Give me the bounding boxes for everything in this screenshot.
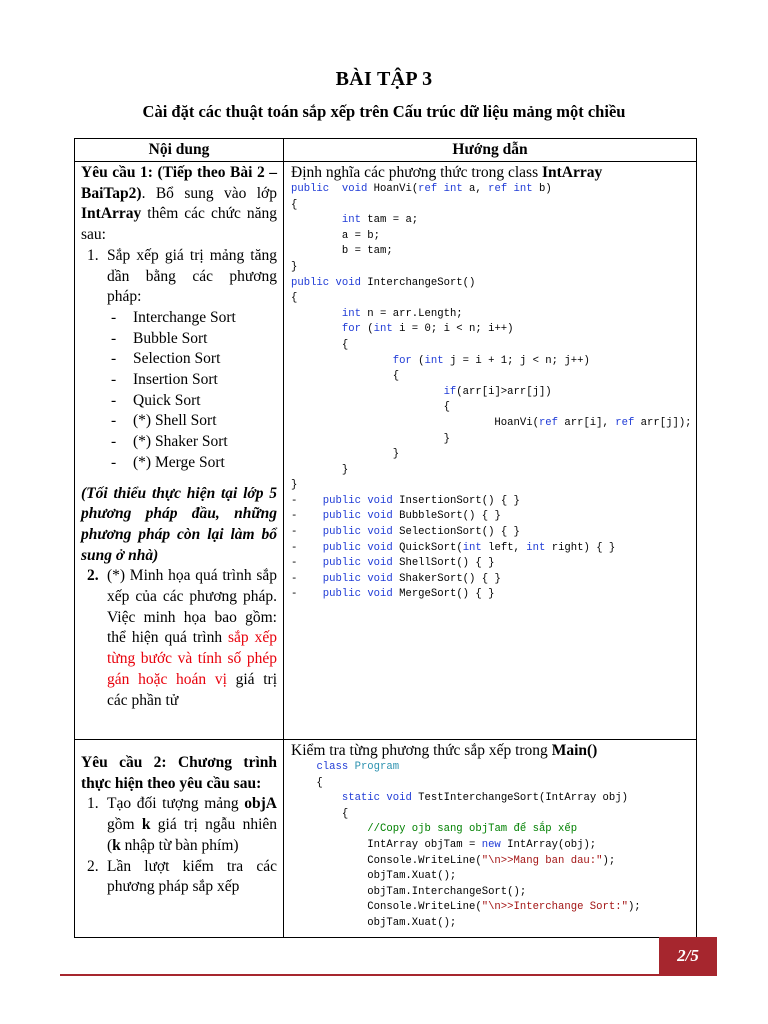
dash-bullet: - xyxy=(111,453,117,471)
sort-method-label: Interchange Sort xyxy=(133,308,236,326)
code-line: b = tam; xyxy=(291,245,393,258)
list-text: Lần lượt kiểm tra các phương pháp sắp xếp xyxy=(107,857,277,896)
list-number: 2. xyxy=(87,567,99,585)
code-line: - public void SelectionSort() { } xyxy=(291,526,520,539)
code-line: int n = arr.Length; xyxy=(341,307,463,320)
list-item xyxy=(81,857,277,898)
list-text xyxy=(107,566,277,711)
sort-method-item xyxy=(81,329,277,350)
code-line: } xyxy=(291,463,349,476)
code-line: for (int j = i + 1; j < n; j++) xyxy=(392,354,590,367)
sort-method-label: Bubble Sort xyxy=(133,329,208,347)
code-line: { xyxy=(291,198,298,211)
dash-bullet: - xyxy=(111,433,117,451)
code-line: - public void InsertionSort() { } xyxy=(291,494,520,507)
code-line: if(arr[i]>arr[j]) xyxy=(443,385,552,398)
sort-method-label: Selection Sort xyxy=(133,350,221,368)
class-name: IntArray xyxy=(541,164,603,181)
dash-bullet: - xyxy=(111,391,117,409)
heading-text: Kiểm tra từng phương thức sắp xếp trong xyxy=(291,742,552,759)
code-line: IntArray objTam = new IntArray(obj); xyxy=(291,838,597,851)
exercise-table xyxy=(74,138,697,938)
guide-2-cell xyxy=(284,740,697,938)
code-line: class Program xyxy=(316,761,400,773)
code-line: } xyxy=(291,432,450,445)
sort-method-label: Insertion Sort xyxy=(133,371,218,389)
code-line: - public void QuickSort(int left, int right) { } xyxy=(291,541,616,554)
sort-method-item xyxy=(81,432,277,453)
code-line: { xyxy=(291,370,400,383)
code-line: { xyxy=(291,807,349,820)
requirement-1-cell xyxy=(75,162,284,740)
list-number: 1. xyxy=(87,246,99,264)
sort-method-label: (*) Shaker Sort xyxy=(133,433,228,451)
code-line: { xyxy=(291,776,323,789)
code-line: Console.WriteLine("\n>>Interchange Sort:"); xyxy=(291,901,641,914)
code-line: { xyxy=(291,292,298,305)
code-line: int tam = a; xyxy=(341,214,419,227)
code-line: HoanVi(ref arr[i], ref arr[j]); xyxy=(291,416,692,429)
code-line: objTam.Xuat(); xyxy=(291,870,457,883)
header-content: Nội dung xyxy=(75,139,284,162)
header-guide: Hướng dẫn xyxy=(284,139,697,162)
code-line: Console.WriteLine("\n>>Mang ban dau:"); xyxy=(291,854,616,867)
dash-bullet: - xyxy=(111,412,117,430)
page-subtitle: Cài đặt các thuật toán sắp xếp trên Cấu trúc dữ liệu mảng một chiều xyxy=(142,102,626,121)
requirement-1-intro xyxy=(81,163,277,246)
item-text: gồm xyxy=(107,816,142,834)
item2-text-end: giá trị các phần tử xyxy=(107,670,277,709)
code-line: } xyxy=(291,479,298,492)
intro-text-2: thêm các chức năng sau: xyxy=(81,205,277,244)
code-line: public void InterchangeSort() xyxy=(291,276,476,289)
list-text xyxy=(107,794,277,856)
sort-method-item xyxy=(81,308,277,329)
guide-2-heading xyxy=(291,741,690,760)
k-variable: k xyxy=(141,816,151,834)
dash-bullet: - xyxy=(111,329,117,347)
list-text: Sắp xếp giá trị mảng tăng dần bằng các phương pháp: xyxy=(107,246,277,306)
code-line: - public void MergeSort() { } xyxy=(291,588,495,601)
code-line: - public void ShakerSort() { } xyxy=(291,572,501,585)
requirement-1-label: Yêu cầu 1: (Tiếp theo Bài 2 – BaiTap2) xyxy=(81,164,277,202)
code-line: } xyxy=(291,260,298,273)
list-item xyxy=(81,794,277,856)
requirement-2-label: Yêu cầu 2: Chương trình thực hiện theo yêu cầu sau: xyxy=(81,754,277,792)
dash-bullet: - xyxy=(111,371,117,389)
k-variable: k xyxy=(112,836,121,854)
list-item xyxy=(81,246,277,308)
code-line: - public void ShellSort() { } xyxy=(291,557,495,570)
sort-method-label: (*) Shell Sort xyxy=(133,412,217,430)
code-line: { xyxy=(291,401,450,414)
method-name: Main() xyxy=(551,742,598,759)
code-line: objTam.InterchangeSort(); xyxy=(291,885,527,898)
heading-text: Định nghĩa các phương thức trong class xyxy=(291,164,542,181)
sort-method-label: Quick Sort xyxy=(133,391,201,409)
intro-text: . Bổ sung vào lớp xyxy=(141,184,277,202)
footer-rule xyxy=(60,974,717,976)
class-name: IntArray xyxy=(81,205,142,223)
code-line: static void TestInterchangeSort(IntArray obj) xyxy=(341,792,628,805)
code-line: public void HoanVi(ref int a, ref int b) xyxy=(291,183,552,195)
sort-method-item xyxy=(81,370,277,391)
sort-method-label: (*) Merge Sort xyxy=(133,453,225,471)
sort-method-item xyxy=(81,391,277,412)
code-line: - public void BubbleSort() { } xyxy=(291,510,501,523)
item2-text: (*) Minh họa quá trình sắp xếp của các phương pháp. Việc minh họa bao gồm: thể hiện quá trình xyxy=(107,567,277,647)
list-number: 2. xyxy=(87,857,99,875)
code-line: { xyxy=(291,338,349,351)
dash-bullet: - xyxy=(111,308,117,326)
list-number: 1. xyxy=(87,795,99,813)
object-name: objA xyxy=(244,795,277,813)
code-block-main xyxy=(291,760,690,932)
code-block-intarray xyxy=(291,182,690,603)
code-line: } xyxy=(291,448,400,461)
code-line: a = b; xyxy=(291,229,381,242)
dash-bullet: - xyxy=(111,350,117,368)
sort-methods-list xyxy=(81,308,277,474)
guide-1-cell xyxy=(284,162,697,740)
sort-method-item xyxy=(81,349,277,370)
page-title: BÀI TẬP 3 xyxy=(335,68,433,90)
page-number-badge: 2/5 xyxy=(659,937,717,974)
guide-1-heading xyxy=(291,163,690,182)
code-line: objTam.Xuat(); xyxy=(291,916,457,929)
note-text: (Tối thiểu thực hiện tại lớp 5 phương pháp đầu, những phương pháp còn lại làm bổ sung ở nhà) xyxy=(81,484,277,564)
item-text: Tạo đối tượng mảng xyxy=(107,795,245,813)
sort-method-item xyxy=(81,411,277,432)
item-text: nhập từ bàn phím) xyxy=(120,836,239,854)
highlighted-text: sắp xếp từng bước và tính số phép gán hoặc hoán vị xyxy=(107,629,277,688)
code-line: for (int i = 0; i < n; i++) xyxy=(341,323,514,336)
sort-method-item xyxy=(81,453,277,474)
code-line: //Copy ojb sang objTam để sắp xếp xyxy=(367,823,578,836)
list-item xyxy=(81,566,277,711)
item-text: giá trị ngẫu nhiên ( xyxy=(107,816,278,854)
requirement-2-cell xyxy=(75,740,284,938)
